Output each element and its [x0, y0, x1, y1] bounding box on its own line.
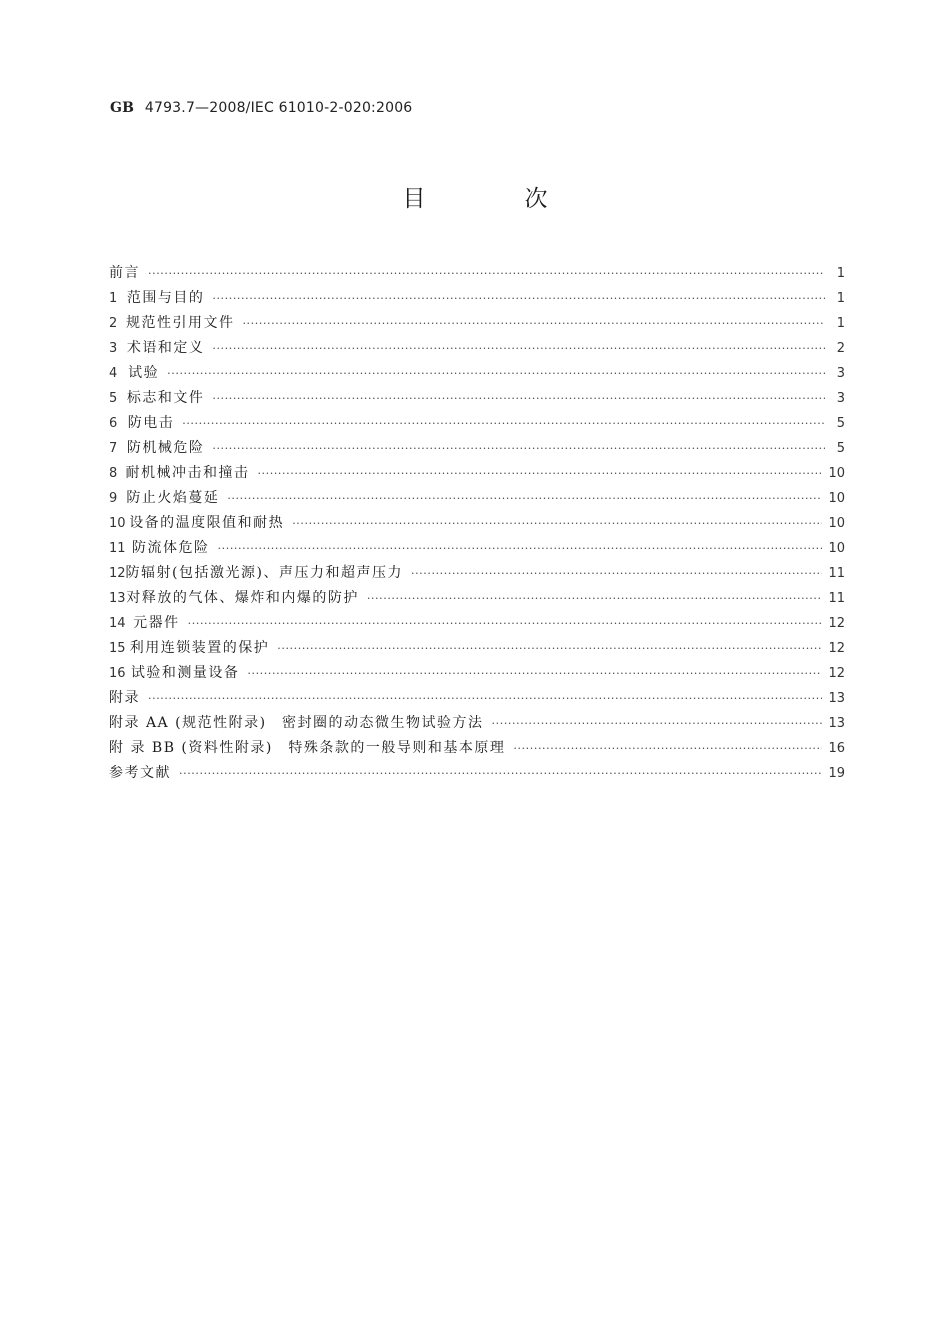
- toc-entry-number: 6: [109, 416, 118, 431]
- toc-leader-dots: [218, 536, 823, 561]
- toc-entry-label: 试验和测量设备: [130, 665, 240, 681]
- toc-entry-label: 附录 AA (规范性附录) 密封圈的动态微生物试验方法: [109, 715, 484, 731]
- toc-entry-label: 耐机械冲击和撞击: [125, 465, 250, 481]
- toc-leader-dots: [277, 636, 822, 661]
- toc-leader-dots: [182, 411, 825, 436]
- toc-entry-page: 16: [828, 741, 845, 756]
- toc-entry-label: 标志和文件: [126, 390, 205, 406]
- toc-leader-dots: [212, 436, 825, 461]
- toc-entry-label: 防辐射(包括激光源)、声压力和超声压力: [125, 565, 403, 581]
- toc-entry[interactable]: [109, 261, 845, 286]
- standard-code: GB: [110, 100, 135, 116]
- toc-leader-dots: [179, 761, 822, 786]
- toc-leader-dots: [492, 711, 823, 736]
- toc-entry[interactable]: [109, 286, 845, 311]
- toc-entry-label: 附录: [109, 690, 140, 706]
- toc-leader-dots: [257, 461, 822, 486]
- toc-leader-dots: [188, 611, 823, 636]
- toc-entry[interactable]: [109, 761, 845, 786]
- toc-leader-dots: [227, 486, 822, 511]
- toc-entry-label: 术语和定义: [126, 340, 205, 356]
- toc-entry-number: 16: [109, 666, 126, 681]
- toc-entry-page: 2: [836, 341, 845, 356]
- toc-entry-number: 12: [109, 566, 126, 581]
- toc-entry-number: 4: [109, 366, 118, 381]
- toc-entry[interactable]: [109, 461, 845, 486]
- toc-entry-label: 试验: [128, 365, 160, 381]
- toc-entry-page: 3: [836, 366, 845, 381]
- toc-leader-dots: [292, 511, 822, 536]
- toc-entry-page: 5: [836, 416, 845, 431]
- toc-entry-number: 9: [109, 491, 118, 506]
- toc-entry-label: 附 录 BB (资料性附录) 特殊条款的一般导则和基本原理: [109, 740, 506, 756]
- toc-leader-dots: [212, 286, 825, 311]
- toc-entry-label: 设备的温度限值和耐热: [129, 515, 285, 531]
- toc-entry[interactable]: [109, 561, 845, 586]
- toc-entry-page: 1: [836, 291, 845, 306]
- toc-entry[interactable]: [109, 686, 845, 711]
- toc-leader-dots: [148, 686, 822, 711]
- toc-entry-page: 5: [836, 441, 845, 456]
- toc-entry-number: 1: [109, 291, 118, 306]
- toc-leader-dots: [247, 661, 822, 686]
- toc-entry-label: 防电击: [127, 415, 175, 431]
- toc-entry-number: 7: [109, 441, 118, 456]
- toc-leader-dots: [242, 311, 825, 336]
- toc-entry-number: 15: [109, 641, 126, 656]
- standard-number: 4793.7—2008/IEC 61010-2-020:2006: [144, 100, 413, 116]
- toc-leader-dots: [148, 261, 825, 286]
- toc-entry-page: 12: [828, 666, 845, 681]
- toc-leader-dots: [167, 361, 825, 386]
- toc-leader-dots: [411, 561, 822, 586]
- toc-entry-number: 3: [109, 341, 118, 356]
- toc-entry[interactable]: [109, 411, 845, 436]
- toc-entry-number: 13: [109, 591, 126, 606]
- toc-entry-number: 5: [109, 391, 118, 406]
- toc-entry-page: 13: [828, 691, 845, 706]
- toc-entry[interactable]: [109, 711, 845, 736]
- toc-entry-label: 防流体危险: [132, 540, 210, 556]
- toc-entry-page: 10: [828, 541, 845, 556]
- toc-entry-page: 12: [828, 641, 845, 656]
- document-header: [110, 100, 412, 116]
- toc-leader-dots: [513, 736, 822, 761]
- toc-entry-page: 11: [828, 591, 845, 606]
- toc-entry-label: 元器件: [133, 615, 180, 631]
- toc-entry[interactable]: [109, 386, 845, 411]
- toc-entry[interactable]: [109, 436, 845, 461]
- toc-entry-number: 8: [109, 466, 118, 481]
- toc-entry[interactable]: [109, 536, 845, 561]
- toc-entry[interactable]: [109, 661, 845, 686]
- toc-entry-number: 11: [109, 541, 126, 556]
- toc-entry[interactable]: [109, 486, 845, 511]
- toc-entry[interactable]: [109, 586, 845, 611]
- toc-entry-label: 对释放的气体、爆炸和内爆的防护: [126, 590, 359, 606]
- toc-entry-number: 2: [109, 316, 118, 331]
- toc-entry-label: 范围与目的: [126, 290, 205, 306]
- toc-entry-label: 规范性引用文件: [125, 315, 235, 331]
- toc-entry-page: 10: [828, 516, 845, 531]
- toc-entry[interactable]: [109, 361, 845, 386]
- toc-entry-number: 14: [109, 616, 126, 631]
- toc-entry-page: 13: [828, 716, 845, 731]
- toc-entry-page: 1: [836, 316, 845, 331]
- toc-entry-page: 11: [828, 566, 845, 581]
- toc-entry-label: 参考文献: [109, 765, 171, 781]
- toc-entry[interactable]: [109, 736, 845, 761]
- toc-entry[interactable]: [109, 336, 845, 361]
- toc-leader-dots: [367, 586, 823, 611]
- toc-entry-page: 10: [828, 466, 845, 481]
- toc-entry-label: 防止火焰蔓延: [126, 490, 220, 506]
- toc-entry-label: 利用连锁装置的保护: [129, 640, 270, 656]
- toc-entry-number: 10: [109, 516, 126, 531]
- toc-entry[interactable]: [109, 311, 845, 336]
- toc-entry-page: 19: [828, 766, 845, 781]
- toc-entry[interactable]: [109, 611, 845, 636]
- toc-entry-page: 12: [828, 616, 845, 631]
- toc-entry[interactable]: [109, 636, 845, 661]
- toc-entry-page: 10: [828, 491, 845, 506]
- toc-entry-page: 3: [836, 391, 845, 406]
- toc-entry-label: 防机械危险: [126, 440, 205, 456]
- toc-leader-dots: [212, 336, 825, 361]
- table-of-contents: [109, 261, 845, 786]
- toc-leader-dots: [212, 386, 825, 411]
- toc-entry-page: 1: [836, 266, 845, 281]
- toc-entry[interactable]: [109, 511, 845, 536]
- toc-title: 目 次: [402, 186, 586, 212]
- toc-entry-label: 前言: [109, 265, 140, 281]
